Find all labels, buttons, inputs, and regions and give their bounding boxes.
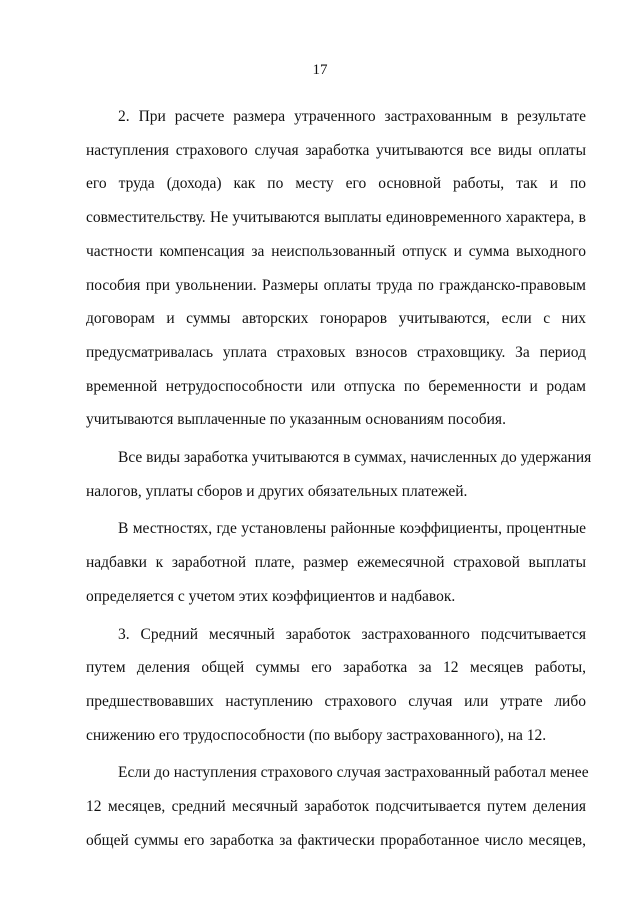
text-line: налогов, уплаты сборов и других обязательных платежей. bbox=[86, 482, 468, 500]
text-line: Все виды заработка учитываются в суммах, начисленных до удержания bbox=[118, 449, 592, 467]
text-line: 2. При расчете размера утраченного застрахованным в результате bbox=[118, 108, 586, 125]
paragraph-4 bbox=[86, 618, 586, 753]
text-line: договорам и суммы авторских гонораров учитываются, если с них bbox=[86, 310, 586, 328]
text-line: снижению его трудоспособности (по выбору застрахованного), на 12. bbox=[86, 726, 547, 744]
text-line: предшествовавших наступлению страхового случая или утрате либо bbox=[86, 692, 586, 710]
text-line: 3. Средний месячный заработок застрахованного подсчитывается bbox=[118, 625, 586, 643]
page-number: 17 bbox=[312, 62, 328, 78]
paragraph-1 bbox=[86, 100, 586, 437]
paragraph-3 bbox=[86, 512, 586, 613]
text-line: 12 месяцев, средний месячный заработок подсчитывается путем деления bbox=[86, 798, 586, 816]
paragraph-5 bbox=[86, 756, 589, 857]
text-line: временной нетрудоспособности или отпуска по беременности и родам bbox=[86, 377, 586, 395]
text-line: совместительству. Не учитываются выплаты единовременного характера, в bbox=[86, 209, 586, 227]
text-line: наступления страхового случая заработка учитываются все виды оплаты bbox=[86, 141, 586, 159]
text-line: надбавки к заработной плате, размер ежемесячной страховой выплаты bbox=[86, 554, 586, 572]
text-line: его труда (дохода) как по месту его основной работы, так и по bbox=[86, 175, 586, 193]
text-line: В местностях, где установлены районные коэффициенты, процентные bbox=[118, 520, 586, 538]
text-line: общей суммы его заработка за фактически проработанное число месяцев, bbox=[86, 831, 586, 849]
text-line: Если до наступления страхового случая застрахованный работал менее bbox=[118, 764, 589, 782]
text-line: определяется с учетом этих коэффициентов и надбавок. bbox=[86, 587, 456, 605]
text-line: учитываются выплаченные по указанным основаниям пособия. bbox=[86, 411, 506, 429]
text-line: частности компенсация за неиспользованный отпуск и сумма выходного bbox=[86, 242, 586, 260]
body-text bbox=[86, 100, 592, 861]
text-line: путем деления общей суммы его заработка за 12 месяцев работы, bbox=[86, 659, 586, 677]
text-line: пособия при увольнении. Размеры оплаты труда по гражданско-правовым bbox=[86, 276, 586, 294]
text-line: предусматривалась уплата страховых взносов страховщику. За период bbox=[86, 343, 586, 361]
paragraph-2 bbox=[86, 441, 592, 508]
